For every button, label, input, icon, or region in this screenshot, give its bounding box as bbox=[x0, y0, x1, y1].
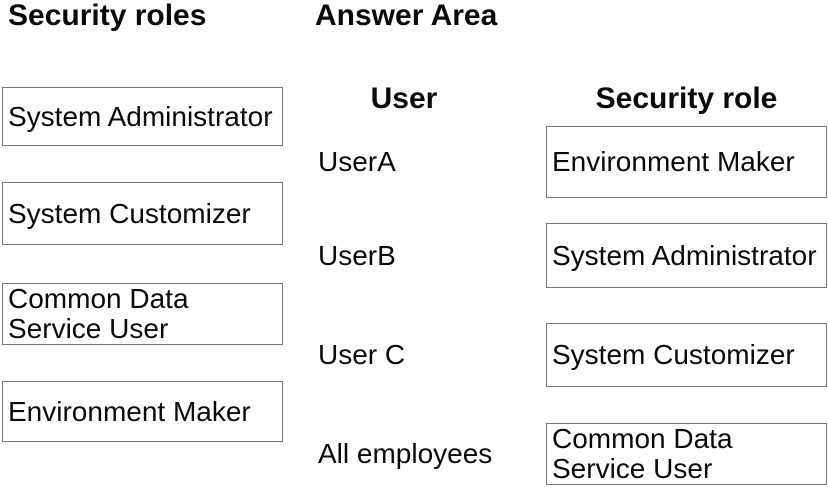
security-role-option[interactable] bbox=[2, 182, 283, 245]
security-role-column-header: Security role bbox=[595, 82, 778, 115]
security-roles-title: Security roles bbox=[8, 0, 207, 32]
dropped-role-label: Common Data Service User bbox=[552, 423, 733, 484]
security-role-option-label: Environment Maker bbox=[8, 395, 251, 427]
security-role-option[interactable] bbox=[2, 381, 283, 442]
security-role-drop-target[interactable] bbox=[546, 323, 827, 387]
security-role-option[interactable] bbox=[2, 87, 283, 146]
user-label: UserB bbox=[318, 239, 396, 271]
security-role-option-label: System Customizer bbox=[8, 197, 251, 229]
user-label: All employees bbox=[318, 438, 493, 469]
security-role-option-label: System Administrator bbox=[8, 100, 273, 132]
security-role-option[interactable] bbox=[2, 283, 283, 345]
user-label: User C bbox=[318, 339, 406, 370]
security-role-option-label: Common Data Service User bbox=[8, 283, 189, 344]
security-role-drop-target[interactable] bbox=[546, 223, 827, 288]
user-column-header: User bbox=[370, 82, 438, 115]
answer-area-title: Answer Area bbox=[315, 0, 498, 32]
dropped-role-label: Environment Maker bbox=[552, 146, 795, 177]
user-label: UserA bbox=[318, 146, 396, 177]
security-role-drop-target[interactable] bbox=[546, 423, 827, 485]
security-role-drop-target[interactable] bbox=[546, 126, 827, 198]
dropped-role-label: System Administrator bbox=[552, 239, 817, 271]
dropped-role-label: System Customizer bbox=[552, 339, 795, 370]
